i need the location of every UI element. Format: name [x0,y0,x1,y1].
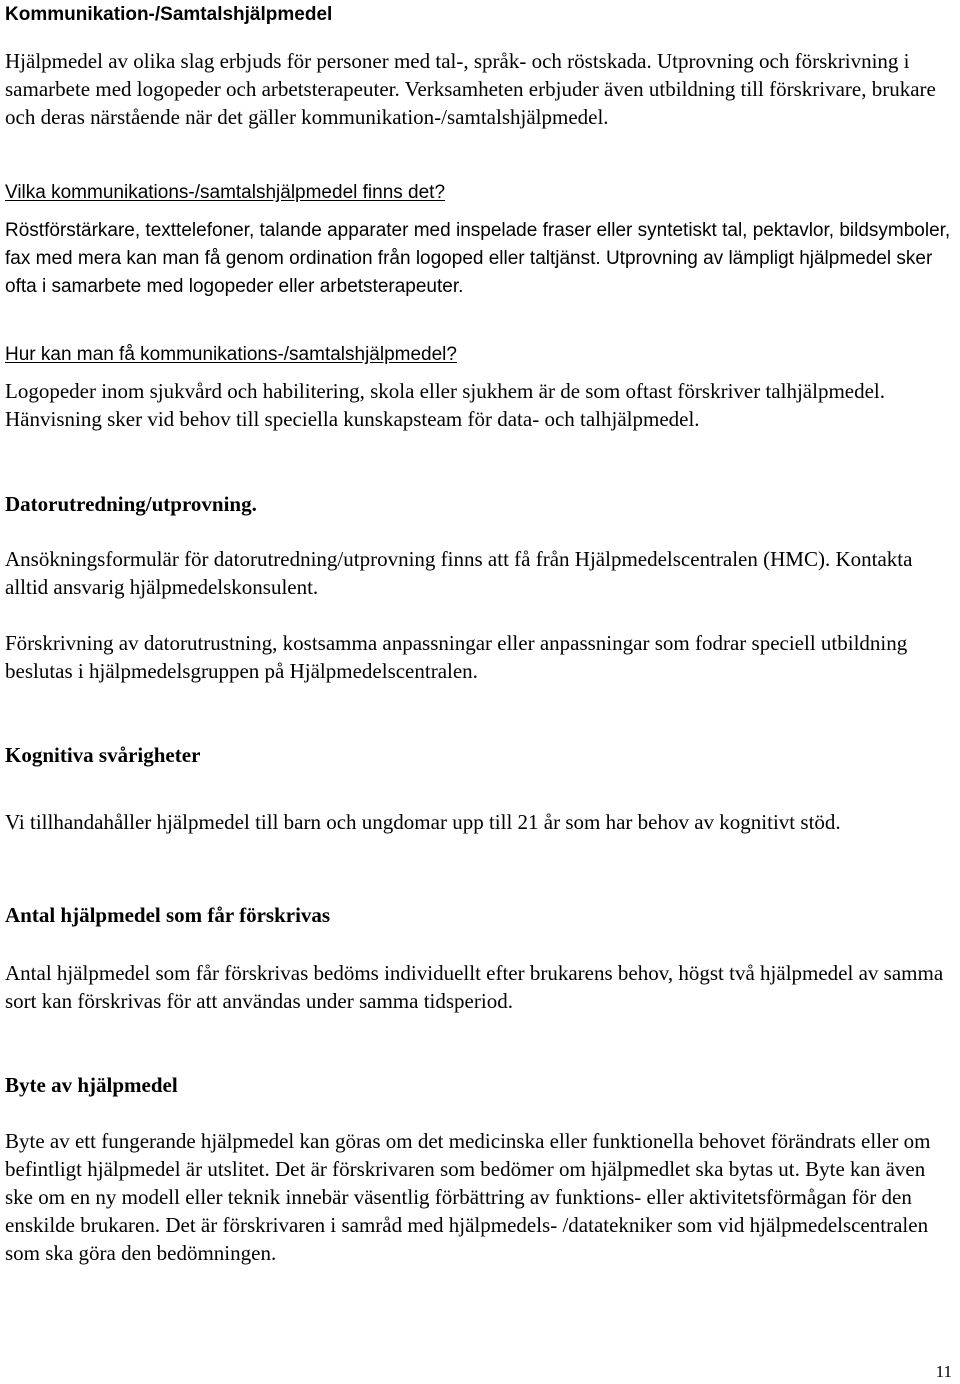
paragraph-kommunikation-intro: Hjälpmedel av olika slag erbjuds för personer med tal-, språk- och röstskada. Utprovning och förskrivning i samarbete med logopeder och arbetsterapeuter. Verksamheten erbjuder även utbildning till förskrivare, brukare och deras närstående när det gäller kommunikation-/samtalshjälpmedel. [5,49,936,129]
paragraph-datorutredning-ansokan: Ansökningsformulär för datorutredning/utprovning finns att få från Hjälpmedelscentralen (HMC). Kontakta alltid ansvarig hjälpmedelskonsulent. [5,547,913,599]
paragraph-byte-av-hjalpmedel: Byte av ett fungerande hjälpmedel kan göras om det medicinska eller funktionella behovet förändrats eller om befintligt hjälpmedel är utslitet. Det är förskrivaren som bedömer om hjälpmedlet ska bytas ut. Byte kan även ske om en ny modell eller teknik innebär väsentlig förbättring av funktions- eller aktivitetsförmågan för den enskilde brukaren. Det är förskrivaren i samråd med hjälpmedels- /datatekniker som vid hjälpmedelscentralen som ska göra den bedömningen. [5,1129,931,1265]
heading-kommunikation: Kommunikation-/Samtalshjälpmedel [5,4,333,25]
heading-datorutredning: Datorutredning/utprovning. [5,492,257,516]
paragraph-hur-kan-man-fa-answer: Logopeder inom sjukvård och habilitering, skola eller sjukhem är de som oftast förskriver talhjälpmedel. Hänvisning sker vid behov till speciella kunskapsteam för data- och talhjälpmedel. [5,379,886,431]
paragraph-datorutredning-forskrivning: Förskrivning av datorutrustning, kostsamma anpassningar eller anpassningar som fodrar speciell utbildning beslutas i hjälpmedelsgruppen på Hjälpmedelscentralen. [5,631,908,683]
link-hur-kan-man-fa[interactable]: Hur kan man få kommunikations-/samtalshjälpmedel? [5,344,457,365]
paragraph-vilka-hjalpmedel-answer: Röstförstärkare, texttelefoner, talande apparater med inspelade fraser eller syntetiskt tal, pektavlor, bildsymboler, fax med mera kan man få genom ordination från logoped eller taltjänst. Utprovning av lämpligt hjälpmedel sker ofta i samarbete med logopeder eller arbetsterapeuter. [5,220,951,297]
page-number: 11 [935,1362,952,1381]
paragraph-kognitiva: Vi tillhandahåller hjälpmedel till barn och ungdomar upp till 21 år som har behov av kognitivt stöd. [5,810,841,834]
heading-antal-hjalpmedel: Antal hjälpmedel som får förskrivas [5,903,331,927]
link-vilka-hjalpmedel[interactable]: Vilka kommunikations-/samtalshjälpmedel finns det? [5,182,446,203]
heading-byte-av-hjalpmedel: Byte av hjälpmedel [5,1073,178,1097]
heading-kognitiva: Kognitiva svårigheter [5,743,201,767]
paragraph-antal-hjalpmedel: Antal hjälpmedel som får förskrivas bedöms individuellt efter brukarens behov, högst två hjälpmedel av samma sort kan förskrivas för att användas under samma tidsperiod. [5,961,944,1013]
